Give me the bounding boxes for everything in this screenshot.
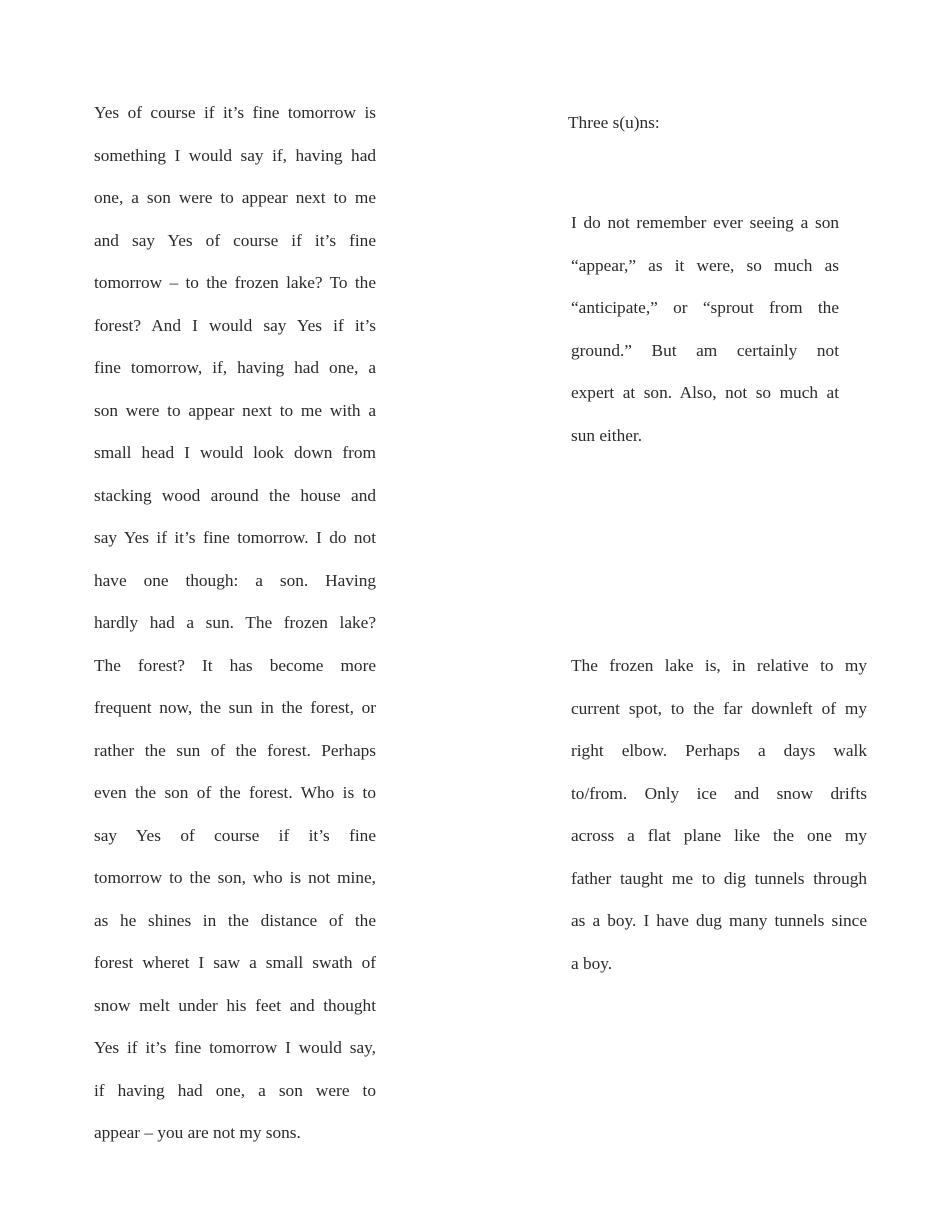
- text-line: rather the sun of the forest. Perhaps: [94, 740, 376, 760]
- text-line: son were to appear next to me with a: [94, 400, 376, 420]
- left-paragraph: [94, 92, 376, 1155]
- right-paragraph-2: [571, 645, 867, 985]
- text-line: ground.” But am certainly not: [571, 340, 839, 360]
- text-line: even the son of the forest. Who is to: [94, 783, 376, 802]
- text-line: Yes of course if it’s fine tomorrow is: [94, 103, 376, 122]
- section-heading: Three s(u)ns:: [568, 113, 660, 132]
- text-line: if having had one, a son were to: [94, 1080, 376, 1100]
- text-line: The forest? It has become more: [94, 655, 376, 675]
- text-line: tomorrow – to the frozen lake? To the: [94, 273, 376, 292]
- text-line: small head I would look down from: [94, 443, 376, 462]
- text-line: to/from. Only ice and snow drifts: [571, 783, 867, 803]
- text-line: snow melt under his feet and thought: [94, 995, 376, 1015]
- text-line: as a boy. I have dug many tunnels since: [571, 911, 867, 930]
- text-line: something I would say if, having had: [94, 145, 376, 165]
- text-line: stacking wood around the house and: [94, 485, 376, 505]
- text-line: current spot, to the far downleft of my: [571, 698, 867, 718]
- text-line: expert at son. Also, not so much at: [571, 383, 839, 402]
- text-line: a boy.: [571, 953, 613, 973]
- text-line: say Yes if it’s fine tomorrow. I do not: [94, 528, 376, 547]
- text-line: forest wheret I saw a small swath of: [94, 953, 376, 972]
- text-line: appear – you are not my sons.: [94, 1123, 301, 1142]
- text-line: as he shines in the distance of the: [94, 910, 376, 930]
- text-line: The frozen lake is, in relative to my: [571, 656, 867, 675]
- text-line: “anticipate,” or “sprout from the: [571, 298, 839, 317]
- text-line: I do not remember ever seeing a son: [571, 213, 839, 232]
- text-line: have one though: a son. Having: [94, 570, 376, 590]
- text-line: across a flat plane like the one my: [571, 826, 867, 845]
- text-line: say Yes of course if it’s fine: [94, 825, 376, 845]
- text-line: and say Yes of course if it’s fine: [94, 230, 376, 250]
- right-paragraph-1: [571, 202, 839, 457]
- text-line: one, a son were to appear next to me: [94, 188, 376, 207]
- text-line: tomorrow to the son, who is not mine,: [94, 868, 376, 887]
- text-line: frequent now, the sun in the forest, or: [94, 698, 376, 717]
- text-line: sun either.: [571, 425, 643, 445]
- text-line: “appear,” as it were, so much as: [571, 255, 839, 275]
- text-line: Yes if it’s fine tomorrow I would say,: [94, 1038, 376, 1057]
- text-line: fine tomorrow, if, having had one, a: [94, 358, 376, 377]
- text-line: father taught me to dig tunnels through: [571, 868, 867, 888]
- text-line: hardly had a sun. The frozen lake?: [94, 613, 376, 632]
- text-line: forest? And I would say Yes if it’s: [94, 315, 376, 335]
- text-line: right elbow. Perhaps a days walk: [571, 741, 867, 760]
